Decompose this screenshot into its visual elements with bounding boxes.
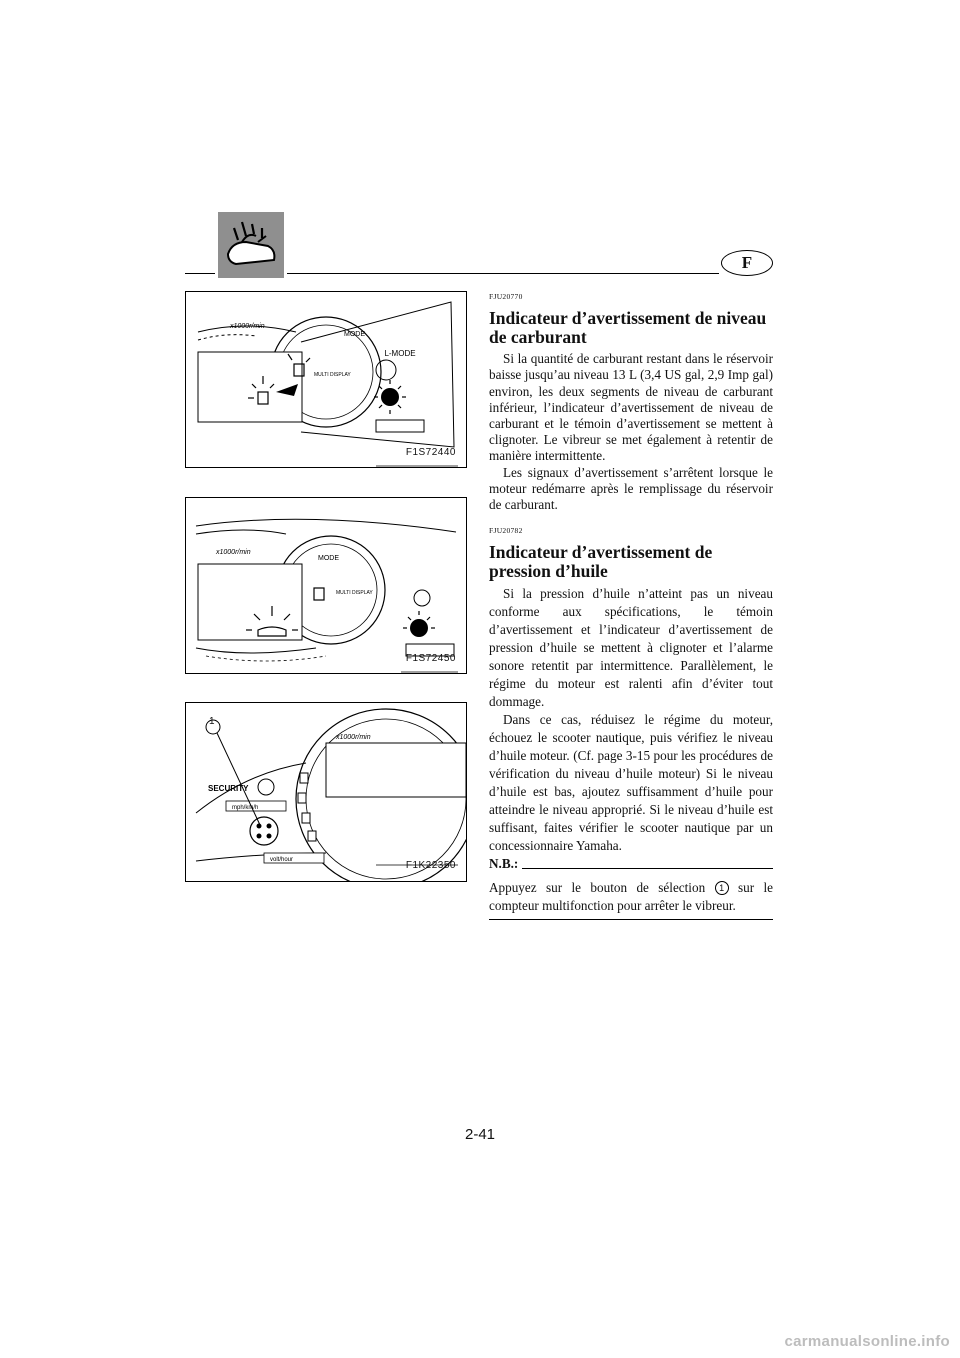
paragraph: Dans ce cas, réduisez le régime du moteur, échouez le scooter nautique, puis vérifiez le niveau d’huile moteur. (Cf. page 3-15 pour les procédures de vérification du niveau d’huile moteur) Si le niveau d’huile est bas, ajoutez suffisamment d’huile pour atteindre le niveau approprié. Si le niveau d’huile est suffisant, faites vérifier le scooter nautique par un concessionnaire Yamaha. [489, 712, 773, 854]
note-text-before: Appuyez sur le bouton de sélection [489, 879, 706, 895]
note-header [489, 856, 773, 872]
header-rule-left [185, 273, 215, 274]
language-label: F [741, 253, 753, 272]
svg-text:volt/hour: volt/hour [270, 857, 294, 863]
svg-text:MODE: MODE [344, 331, 365, 338]
section-title: Indicateur d’avertissement de niveau de carburant [489, 308, 767, 348]
note-ref: 1 [715, 881, 729, 895]
watermark: carmanualsonline.info [784, 1333, 950, 1350]
svg-text:mph/km/h: mph/km/h [232, 805, 259, 811]
header-rule-right [287, 273, 719, 274]
language-badge [721, 250, 773, 276]
paragraph: Si la pression d’huile n’atteint pas un niveau conforme aux spécifications, le témoin d’avertissement et l’indicateur d’avertissement de pression d’huile se mettent à clignoter et l’alarme sonore retentit par intermittence. Parallèlement, le régime du moteur est ralenti afin d’éviter tout dommage. [489, 586, 773, 710]
svg-text:MULTI DISPLAY: MULTI DISPLAY [336, 590, 373, 596]
note-text [489, 879, 773, 920]
figure-code: F1K22350 [405, 860, 456, 871]
svg-text:SECURITY: SECURITY [208, 784, 249, 793]
figure-code: F1S72450 [405, 653, 456, 664]
svg-text:MODE: MODE [318, 555, 339, 562]
note-rule [522, 868, 773, 869]
page-number: 2-41 [464, 1126, 496, 1143]
svg-text:x1000r/min: x1000r/min [336, 734, 371, 741]
watercraft-section-icon [218, 212, 284, 278]
section-code: FJU20782 [489, 526, 523, 536]
svg-text:MULTI DISPLAY: MULTI DISPLAY [314, 372, 351, 378]
text-column [489, 289, 773, 920]
section-code: FJU20770 [489, 292, 523, 301]
figure-oil-warning [185, 497, 467, 674]
svg-text:x1000r/min: x1000r/min [216, 549, 251, 556]
paragraph: Si la quantité de carburant restant dans le réservoir baisse jusqu’au niveau 13 L (3,4 US gal, 2,9 Imp gal) environ, les deux segments de niveau de carburant inférieur, l’indicateur d’avertissement de niveau de carburant et le témoin d’avertissement se mettent à clignoter. Le vibreur se met également à retentir de manière intermittente. [489, 351, 773, 464]
callout-number: 1 [209, 716, 215, 727]
paragraph: Les signaux d’avertissement s’arrêtent lorsque le moteur redémarre après le remplissage du réservoir de carburant. [489, 464, 773, 513]
svg-text:x1000r/min: x1000r/min [230, 323, 265, 330]
svg-text:L-MODE: L-MODE [384, 349, 416, 358]
note-text-after: sur le compteur multifonction pour arrêter le vibreur. [489, 879, 774, 913]
figure-selection-button [185, 702, 467, 882]
section-title: Indicateur d’avertissement de pression d’huile [489, 542, 713, 582]
figure-code: F1S72440 [405, 447, 456, 458]
figure-fuel-warning [185, 291, 467, 468]
note-label: N.B.: [489, 856, 519, 872]
